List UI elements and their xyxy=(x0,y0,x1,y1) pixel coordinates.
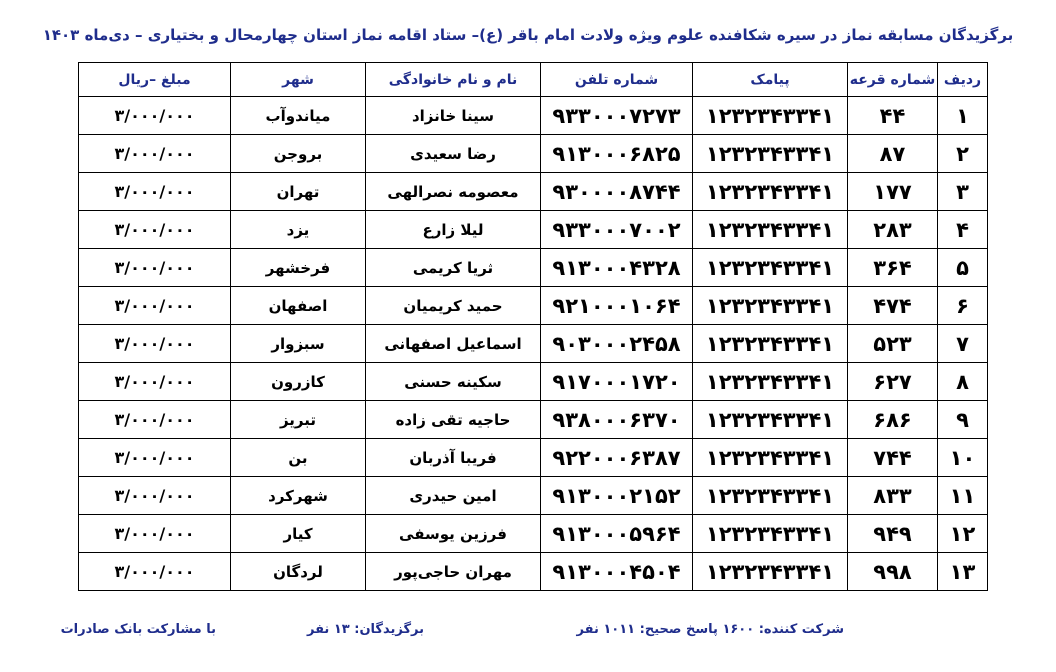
page-title: برگزیدگان مسابقه نماز در سیره شکافنده علوم ویژه ولادت امام باقر (ع)– ستاد اقامه نماز استان چهارمحال و بختیاری – دی‌ماه ۱۴۰۳ xyxy=(42,26,1014,44)
table-row xyxy=(79,363,988,401)
header-row-number: ردیف xyxy=(938,63,988,97)
table-row xyxy=(79,135,988,173)
cell-city: کیار xyxy=(231,515,366,553)
cell-sms: ۱۲۳۲۳۴۳۳۴۱ xyxy=(693,553,848,591)
cell-phone: ۹۱۳۰۰۰۴۳۲۸ xyxy=(541,249,693,287)
cell-amount: ۳/۰۰۰/۰۰۰ xyxy=(79,249,231,287)
cell-full-name: فریبا آذربان xyxy=(366,439,541,477)
cell-full-name: امین حیدری xyxy=(366,477,541,515)
cell-sms: ۱۲۳۲۳۴۳۳۴۱ xyxy=(693,173,848,211)
cell-lottery-number: ۱۷۷ xyxy=(848,173,938,211)
cell-city: میاندوآب xyxy=(231,97,366,135)
cell-row-number: ۱۳ xyxy=(938,553,988,591)
footer xyxy=(0,622,1056,642)
participants-summary: شرکت کننده: ۱۶۰۰ پاسخ صحیح: ۱۰۱۱ نفر xyxy=(576,622,844,637)
cell-phone: ۹۰۳۰۰۰۲۴۵۸ xyxy=(541,325,693,363)
cell-city: بن xyxy=(231,439,366,477)
cell-city: لردگان xyxy=(231,553,366,591)
table-row xyxy=(79,515,988,553)
table-row xyxy=(79,173,988,211)
table-row xyxy=(79,287,988,325)
cell-row-number: ۷ xyxy=(938,325,988,363)
cell-amount: ۳/۰۰۰/۰۰۰ xyxy=(79,401,231,439)
cell-city: یزد xyxy=(231,211,366,249)
winners-table xyxy=(78,62,988,591)
cell-amount: ۳/۰۰۰/۰۰۰ xyxy=(79,553,231,591)
cell-lottery-number: ۴۴ xyxy=(848,97,938,135)
cell-full-name: سکینه حسنی xyxy=(366,363,541,401)
cell-city: فرخشهر xyxy=(231,249,366,287)
cell-lottery-number: ۸۳۳ xyxy=(848,477,938,515)
cell-full-name: رضا سعیدی xyxy=(366,135,541,173)
table-row xyxy=(79,211,988,249)
cell-amount: ۳/۰۰۰/۰۰۰ xyxy=(79,287,231,325)
cell-amount: ۳/۰۰۰/۰۰۰ xyxy=(79,211,231,249)
cell-full-name: مهران حاجی‌پور xyxy=(366,553,541,591)
cell-sms: ۱۲۳۲۳۴۳۳۴۱ xyxy=(693,325,848,363)
cell-lottery-number: ۶۲۷ xyxy=(848,363,938,401)
cell-full-name: ثریا کریمی xyxy=(366,249,541,287)
cell-full-name: معصومه نصرالهی xyxy=(366,173,541,211)
cell-sms: ۱۲۳۲۳۴۳۳۴۱ xyxy=(693,401,848,439)
cell-row-number: ۸ xyxy=(938,363,988,401)
cell-sms: ۱۲۳۲۳۴۳۳۴۱ xyxy=(693,477,848,515)
cell-row-number: ۲ xyxy=(938,135,988,173)
cell-phone: ۹۳۳۰۰۰۷۲۷۳ xyxy=(541,97,693,135)
cell-phone: ۹۳۳۰۰۰۷۰۰۲ xyxy=(541,211,693,249)
table-row xyxy=(79,477,988,515)
cell-sms: ۱۲۳۲۳۴۳۳۴۱ xyxy=(693,249,848,287)
cell-phone: ۹۲۲۰۰۰۶۳۸۷ xyxy=(541,439,693,477)
cell-row-number: ۱۱ xyxy=(938,477,988,515)
cell-row-number: ۱ xyxy=(938,97,988,135)
cell-row-number: ۶ xyxy=(938,287,988,325)
table-row xyxy=(79,401,988,439)
cell-phone: ۹۳۸۰۰۰۶۳۷۰ xyxy=(541,401,693,439)
sponsor-note: با مشارکت بانک صادرات xyxy=(60,622,216,637)
cell-amount: ۳/۰۰۰/۰۰۰ xyxy=(79,135,231,173)
cell-city: بروجن xyxy=(231,135,366,173)
cell-lottery-number: ۸۷ xyxy=(848,135,938,173)
cell-phone: ۹۱۳۰۰۰۶۸۲۵ xyxy=(541,135,693,173)
table-row xyxy=(79,325,988,363)
cell-full-name: فرزین یوسفی xyxy=(366,515,541,553)
cell-lottery-number: ۵۲۳ xyxy=(848,325,938,363)
cell-city: اصفهان xyxy=(231,287,366,325)
header-amount: مبلغ –ریال xyxy=(79,63,231,97)
cell-amount: ۳/۰۰۰/۰۰۰ xyxy=(79,97,231,135)
cell-lottery-number: ۲۸۳ xyxy=(848,211,938,249)
header-lottery-number: شماره قرعه xyxy=(848,63,938,97)
cell-phone: ۹۱۷۰۰۰۱۷۲۰ xyxy=(541,363,693,401)
cell-sms: ۱۲۳۲۳۴۳۳۴۱ xyxy=(693,97,848,135)
cell-amount: ۳/۰۰۰/۰۰۰ xyxy=(79,515,231,553)
cell-row-number: ۳ xyxy=(938,173,988,211)
cell-sms: ۱۲۳۲۳۴۳۳۴۱ xyxy=(693,287,848,325)
cell-full-name: سینا خانزاد xyxy=(366,97,541,135)
cell-lottery-number: ۴۷۴ xyxy=(848,287,938,325)
table-row xyxy=(79,249,988,287)
cell-full-name: حمید کریمیان xyxy=(366,287,541,325)
cell-sms: ۱۲۳۲۳۴۳۳۴۱ xyxy=(693,135,848,173)
cell-lottery-number: ۶۸۶ xyxy=(848,401,938,439)
header-city: شهر xyxy=(231,63,366,97)
cell-row-number: ۴ xyxy=(938,211,988,249)
cell-city: تبریز xyxy=(231,401,366,439)
cell-full-name: حاجیه تقی زاده xyxy=(366,401,541,439)
cell-sms: ۱۲۳۲۳۴۳۳۴۱ xyxy=(693,515,848,553)
cell-sms: ۱۲۳۲۳۴۳۳۴۱ xyxy=(693,211,848,249)
cell-amount: ۳/۰۰۰/۰۰۰ xyxy=(79,325,231,363)
table-row xyxy=(79,439,988,477)
cell-amount: ۳/۰۰۰/۰۰۰ xyxy=(79,173,231,211)
table-body xyxy=(79,97,988,591)
cell-sms: ۱۲۳۲۳۴۳۳۴۱ xyxy=(693,439,848,477)
cell-city: تهران xyxy=(231,173,366,211)
cell-lottery-number: ۳۶۴ xyxy=(848,249,938,287)
cell-row-number: ۱۰ xyxy=(938,439,988,477)
cell-city: شهرکرد xyxy=(231,477,366,515)
cell-phone: ۹۱۳۰۰۰۲۱۵۲ xyxy=(541,477,693,515)
cell-full-name: لیلا زارع xyxy=(366,211,541,249)
cell-phone: ۹۲۱۰۰۰۱۰۶۴ xyxy=(541,287,693,325)
cell-amount: ۳/۰۰۰/۰۰۰ xyxy=(79,363,231,401)
header-full-name: نام و نام خانوادگی xyxy=(366,63,541,97)
cell-lottery-number: ۹۹۸ xyxy=(848,553,938,591)
winners-count: برگزیدگان: ۱۳ نفر xyxy=(306,622,424,637)
cell-city: سبزوار xyxy=(231,325,366,363)
cell-row-number: ۱۲ xyxy=(938,515,988,553)
cell-full-name: اسماعیل اصفهانی xyxy=(366,325,541,363)
header-phone: شماره تلفن xyxy=(541,63,693,97)
table-row xyxy=(79,97,988,135)
cell-phone: ۹۱۳۰۰۰۵۹۶۴ xyxy=(541,515,693,553)
cell-row-number: ۹ xyxy=(938,401,988,439)
cell-phone: ۹۳۰۰۰۰۸۷۴۴ xyxy=(541,173,693,211)
header-sms: پیامک xyxy=(693,63,848,97)
cell-lottery-number: ۷۴۴ xyxy=(848,439,938,477)
cell-phone: ۹۱۳۰۰۰۴۵۰۴ xyxy=(541,553,693,591)
cell-lottery-number: ۹۴۹ xyxy=(848,515,938,553)
cell-city: کازرون xyxy=(231,363,366,401)
cell-row-number: ۵ xyxy=(938,249,988,287)
cell-amount: ۳/۰۰۰/۰۰۰ xyxy=(79,439,231,477)
cell-sms: ۱۲۳۲۳۴۳۳۴۱ xyxy=(693,363,848,401)
table-row xyxy=(79,553,988,591)
cell-amount: ۳/۰۰۰/۰۰۰ xyxy=(79,477,231,515)
table-header-row xyxy=(79,63,988,97)
